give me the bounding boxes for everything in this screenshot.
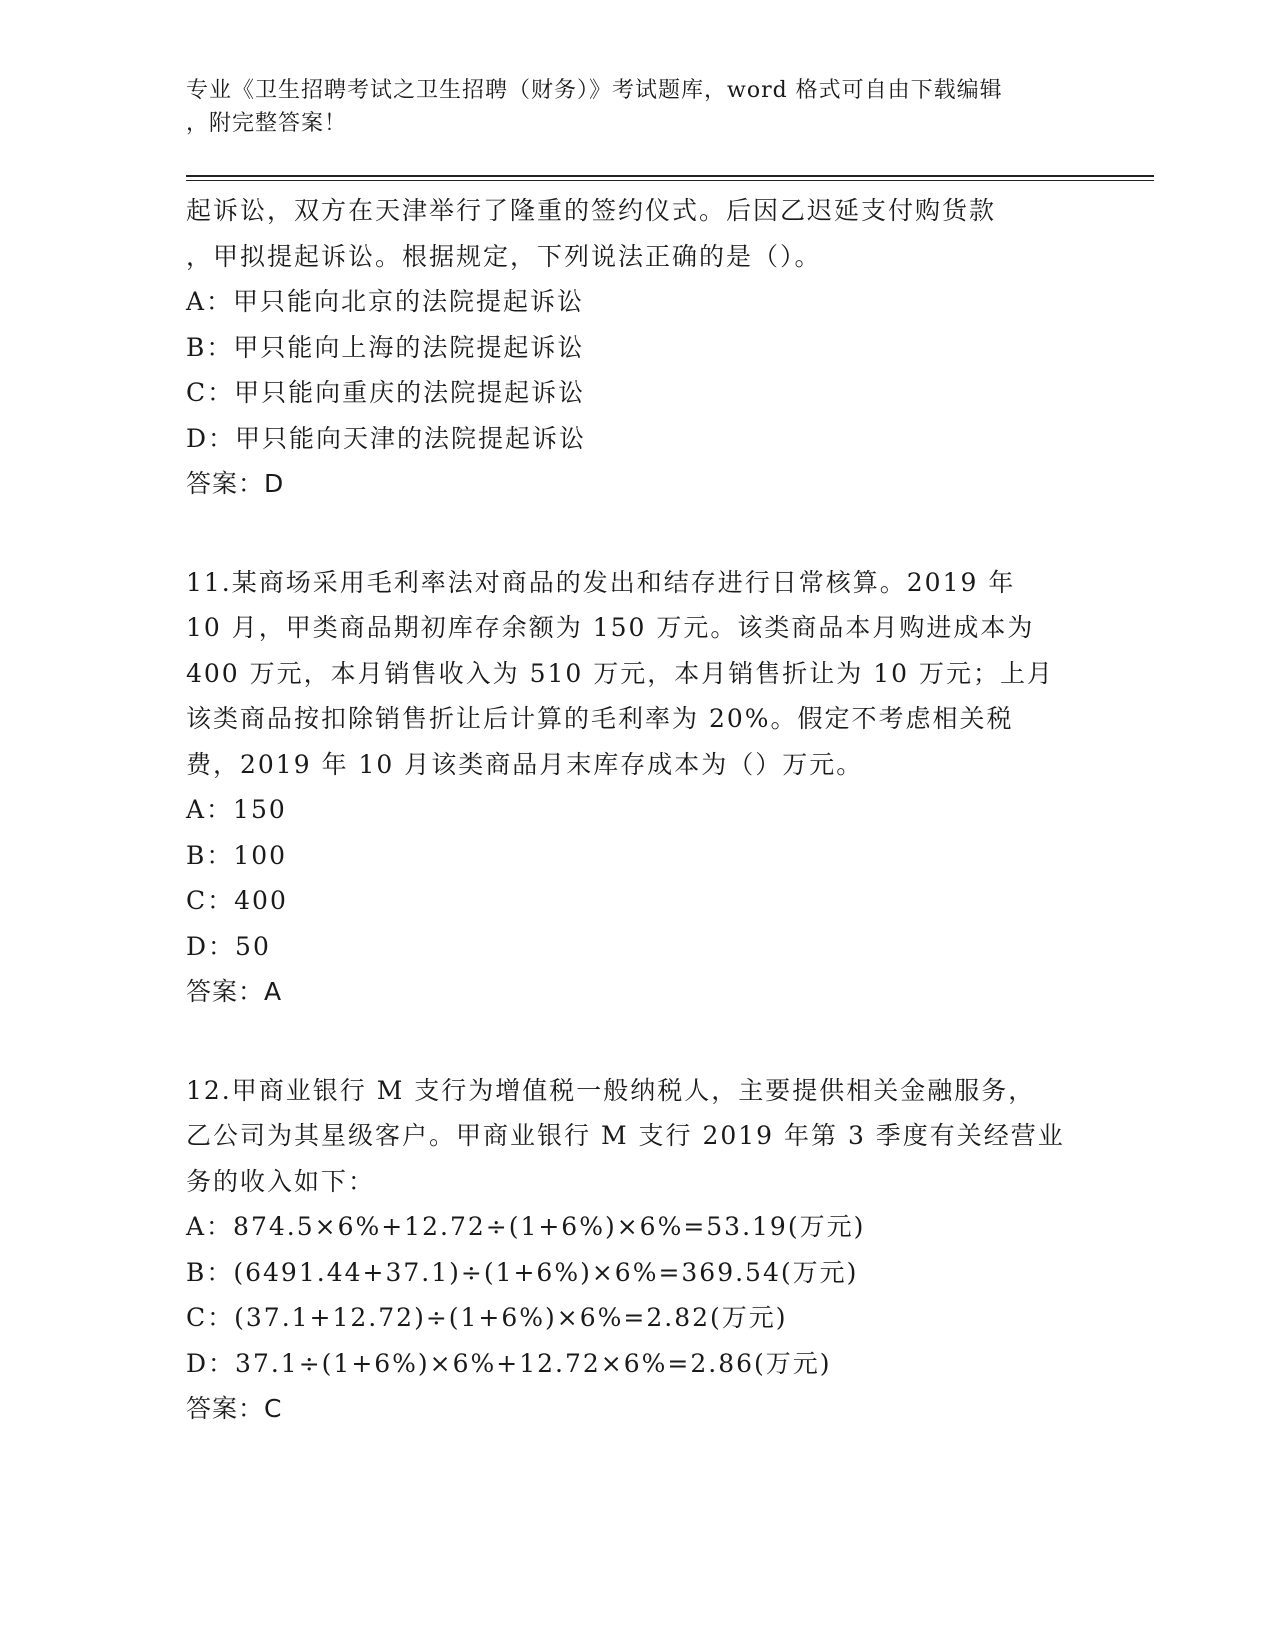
- question-text-line: 400 万元，本月销售收入为 510 万元，本月销售折让为 10 万元；上月: [186, 658, 1054, 688]
- question-10: [186, 188, 1086, 507]
- question-11: [186, 560, 1086, 1015]
- spacer: [186, 1015, 1086, 1068]
- header-line-1: 专业《卫生招聘考试之卫生招聘（财务）》考试题库，word 格式可自由下载编辑: [186, 78, 1003, 103]
- option-d: D：37.1÷(1+6%)×6%+12.72×6%=2.86(万元): [186, 1348, 832, 1378]
- question-text: [186, 188, 1086, 279]
- option-a: A：150: [186, 795, 287, 824]
- question-text-line: ，甲拟提起诉讼。根据规定，下列说法正确的是（）。: [186, 241, 822, 271]
- question-text-line: 11.某商场采用毛利率法对商品的发出和结存进行日常核算。2019 年: [186, 567, 1016, 597]
- answer-label: 答案：A: [186, 977, 283, 1006]
- option-b: B：(6491.44+37.1)÷(1+6%)×6%=369.54(万元): [186, 1257, 859, 1287]
- document-header: [186, 74, 1066, 140]
- header-divider: [186, 175, 1154, 181]
- option-c: C：(37.1+12.72)÷(1+6%)×6%=2.82(万元): [186, 1303, 788, 1332]
- option-b: B：甲只能向上海的法院提起诉讼: [186, 332, 585, 362]
- answer-label: 答案：D: [186, 469, 285, 498]
- option-c: C：400: [186, 886, 288, 915]
- question-text: [186, 560, 1086, 788]
- question-text: [186, 1068, 1086, 1205]
- question-12: [186, 1068, 1086, 1432]
- option-c: C：甲只能向重庆的法院提起诉讼: [186, 378, 586, 407]
- option-a: A：甲只能向北京的法院提起诉讼: [186, 287, 585, 316]
- question-text-line: 10 月，甲类商品期初库存余额为 150 万元。该类商品本月购进成本为: [186, 613, 1035, 642]
- question-text-line: 该类商品按扣除销售折让后计算的毛利率为 20%。假定不考虑相关税: [186, 704, 1014, 733]
- question-text-line: 起诉讼，双方在天津举行了隆重的签约仪式。后因乙迟延支付购货款: [186, 196, 997, 225]
- option-b: B：100: [186, 840, 288, 870]
- question-text-line: 务的收入如下：: [186, 1166, 376, 1196]
- question-text-line: 12.甲商业银行 M 支行为增值税一般纳税人，主要提供相关金融服务，: [186, 1075, 1036, 1105]
- option-d: D：50: [186, 931, 271, 961]
- option-d: D：甲只能向天津的法院提起诉讼: [186, 423, 587, 453]
- question-list: [186, 188, 1086, 1432]
- spacer: [186, 507, 1086, 560]
- question-text-line: 费，2019 年 10 月该类商品月末库存成本为（）万元。: [186, 749, 864, 779]
- header-line-2: ，附完整答案！: [186, 111, 348, 136]
- question-text-line: 乙公司为其星级客户。甲商业银行 M 支行 2019 年第 3 季度有关经营业: [186, 1121, 1065, 1150]
- answer-label: 答案：C: [186, 1394, 283, 1423]
- option-a: A：874.5×6%+12.72÷(1+6%)×6%=53.19(万元): [186, 1212, 866, 1241]
